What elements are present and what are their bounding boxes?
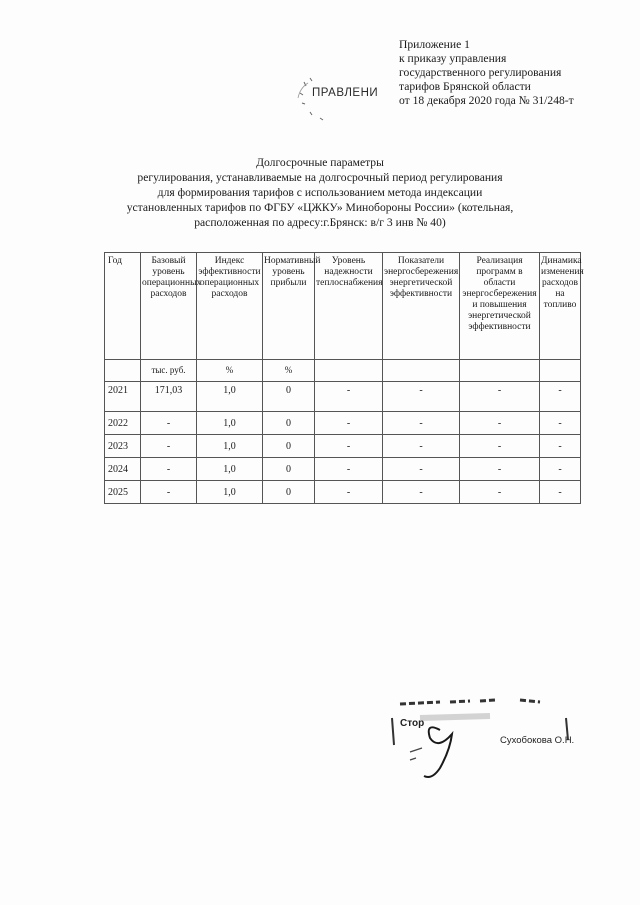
- appendix-line-2: к приказу управления: [399, 52, 507, 65]
- header-cell: Базовый уровень операционных расходов: [141, 253, 197, 360]
- table-cell: -: [460, 458, 540, 481]
- table-cell: -: [540, 481, 581, 504]
- table-cell: -: [141, 458, 197, 481]
- table-cell: 0: [263, 481, 315, 504]
- table-cell: -: [460, 382, 540, 412]
- stamp-text: ПРАВЛЕНИ: [312, 87, 379, 99]
- table-cell: -: [315, 458, 383, 481]
- unit-cell: [383, 360, 460, 382]
- table-cell: -: [460, 435, 540, 458]
- header-cell: Динамика изменения расходов на топливо: [540, 253, 581, 360]
- unit-cell: [315, 360, 383, 382]
- table-cell: 1,0: [197, 458, 263, 481]
- signature-name: Сухобокова О.Н.: [500, 735, 575, 746]
- table-cell: -: [383, 481, 460, 504]
- table-row: [105, 481, 581, 504]
- table-cell: 0: [263, 412, 315, 435]
- units-row: [105, 360, 581, 382]
- table-cell: 1,0: [197, 412, 263, 435]
- table-cell: 0: [263, 458, 315, 481]
- table-cell: 1,0: [197, 481, 263, 504]
- table-cell: -: [383, 458, 460, 481]
- table-cell: -: [141, 481, 197, 504]
- table-row: [105, 412, 581, 435]
- table-cell: 2022: [105, 412, 141, 435]
- header-cell: Реализация программ в области энергосбережения и повышения энергетической эффективности: [460, 253, 540, 360]
- table-cell: -: [540, 382, 581, 412]
- title-line-3: для формирования тарифов с использованием метода индексации: [157, 186, 483, 199]
- unit-cell: [105, 360, 141, 382]
- appendix-line-1: Приложение 1: [399, 38, 470, 51]
- table-cell: 2023: [105, 435, 141, 458]
- appendix-line-5: от 18 декабря 2020 года № 31/248-т: [399, 94, 574, 107]
- header-cell: Год: [105, 253, 141, 360]
- table-cell: -: [315, 435, 383, 458]
- header-cell: Уровень надежности теплоснабжения: [315, 253, 383, 360]
- unit-cell: тыс. руб.: [141, 360, 197, 382]
- table-cell: -: [540, 435, 581, 458]
- table-cell: -: [315, 382, 383, 412]
- table-cell: -: [383, 382, 460, 412]
- table-cell: 0: [263, 435, 315, 458]
- title-line-1: Долгосрочные параметры: [256, 156, 384, 169]
- appendix-reference: [399, 38, 574, 108]
- unit-cell: %: [263, 360, 315, 382]
- title-line-2: регулирования, устанавливаемые на долгосрочный период регулирования: [137, 171, 503, 184]
- table-row: [105, 382, 581, 412]
- signature-role: Стор: [400, 718, 425, 729]
- header-cell: Нормативный уровень прибыли: [263, 253, 315, 360]
- table-row: [105, 435, 581, 458]
- unit-cell: %: [197, 360, 263, 382]
- table-cell: -: [460, 481, 540, 504]
- table-cell: 0: [263, 382, 315, 412]
- table-cell: -: [315, 412, 383, 435]
- appendix-line-4: тарифов Брянской области: [399, 80, 531, 93]
- header-row: [105, 253, 581, 360]
- table-row: [105, 458, 581, 481]
- table-cell: -: [383, 435, 460, 458]
- table-cell: -: [315, 481, 383, 504]
- document-title: [110, 155, 530, 230]
- table-cell: 2021: [105, 382, 141, 412]
- table-cell: -: [141, 435, 197, 458]
- table-cell: 1,0: [197, 382, 263, 412]
- appendix-line-3: государственного регулирования: [399, 66, 562, 79]
- title-line-4: установленных тарифов по ФГБУ «ЦЖКУ» Минобороны России» (котельная,: [126, 201, 514, 214]
- table-cell: -: [540, 412, 581, 435]
- header-cell: Показатели энергосбережения энергетической эффективности: [383, 253, 460, 360]
- parameters-table: [104, 252, 584, 504]
- table-cell: -: [460, 412, 540, 435]
- header-cell: Индекс эффективности операционных расходов: [197, 253, 263, 360]
- table-cell: 2025: [105, 481, 141, 504]
- unit-cell: [540, 360, 581, 382]
- title-line-5: расположенная по адресу:г.Брянск: в/г 3 инв № 40): [194, 216, 446, 229]
- table-cell: -: [540, 458, 581, 481]
- table-cell: -: [141, 412, 197, 435]
- unit-cell: [460, 360, 540, 382]
- official-stamp: [290, 68, 390, 128]
- table-cell: 2024: [105, 458, 141, 481]
- table-cell: 171,03: [141, 382, 197, 412]
- signature-block: [380, 690, 580, 780]
- table-cell: -: [383, 412, 460, 435]
- table-cell: 1,0: [197, 435, 263, 458]
